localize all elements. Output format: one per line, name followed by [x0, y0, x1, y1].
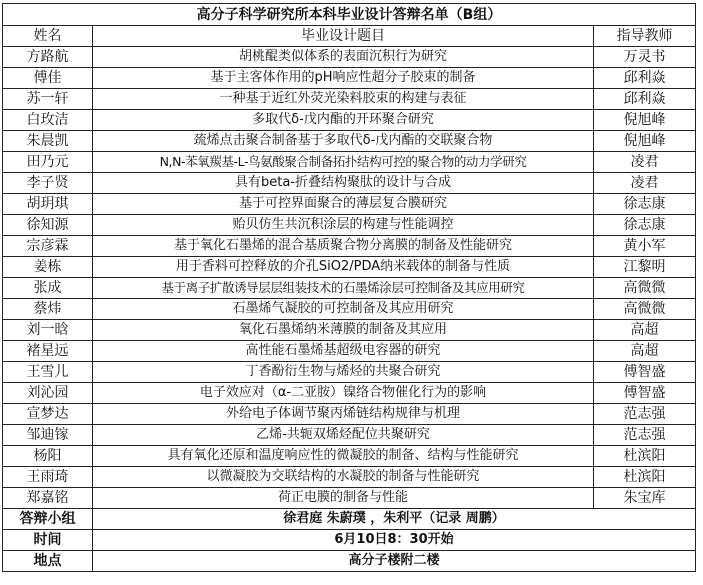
defense-schedule-table — [2, 3, 696, 572]
thesis-topic-cell[interactable]: 巯烯点击聚合制备基于多取代δ-戊内酯的交联聚合物 — [93, 131, 594, 152]
thesis-topic-cell[interactable]: 基于氧化石墨烯的混合基质聚合物分离膜的制备及性能研究 — [93, 236, 594, 257]
thesis-topic-cell[interactable]: 基于离子扩散诱导层层组装技术的石墨烯涂层可控制备及其应用研究 — [93, 278, 594, 299]
student-name-cell[interactable]: 李子贤 — [3, 173, 93, 194]
advisor-cell[interactable]: 高微微 — [594, 278, 696, 299]
table-row — [3, 236, 696, 257]
advisor-cell[interactable]: 邱利焱 — [594, 89, 696, 110]
time-row — [3, 530, 696, 551]
advisor-cell[interactable]: 高超 — [594, 320, 696, 341]
student-name-cell[interactable]: 蔡炜 — [3, 299, 93, 320]
table-row — [3, 341, 696, 362]
student-name-cell[interactable]: 邹迪镓 — [3, 425, 93, 446]
student-name-cell[interactable]: 褚星远 — [3, 341, 93, 362]
table-row — [3, 215, 696, 236]
place-row — [3, 551, 696, 572]
student-name-cell[interactable]: 苏一轩 — [3, 89, 93, 110]
thesis-topic-cell[interactable]: 石墨烯气凝胶的可控制备及其应用研究 — [93, 299, 594, 320]
header-topic[interactable]: 毕业设计题目 — [93, 26, 594, 47]
student-name-cell[interactable]: 刘一晗 — [3, 320, 93, 341]
thesis-topic-cell[interactable]: 氧化石墨烯纳米薄膜的制备及其应用 — [93, 320, 594, 341]
advisor-cell[interactable]: 朱宝库 — [594, 488, 696, 509]
table-row — [3, 89, 696, 110]
table-row — [3, 320, 696, 341]
thesis-topic-cell[interactable]: 多取代δ-戊内酯的开环聚合研究 — [93, 110, 594, 131]
thesis-topic-cell[interactable]: 基于主客体作用的pH响应性超分子胶束的制备 — [93, 68, 594, 89]
student-name-cell[interactable]: 朱晨凯 — [3, 131, 93, 152]
table-row — [3, 446, 696, 467]
header-teacher[interactable]: 指导教师 — [594, 26, 696, 47]
place-value-cell[interactable]: 高分子楼附二楼 — [93, 551, 696, 572]
thesis-topic-cell[interactable]: 以微凝胶为交联结构的水凝胶的制备与性能研究 — [93, 467, 594, 488]
thesis-topic-cell[interactable]: 外给电子体调节聚丙烯链结构规律与机理 — [93, 404, 594, 425]
thesis-topic-cell[interactable]: 高性能石墨烯基超级电容器的研究 — [93, 341, 594, 362]
student-name-cell[interactable]: 方路航 — [3, 47, 93, 68]
header-row — [3, 26, 696, 47]
student-name-cell[interactable]: 张成 — [3, 278, 93, 299]
header-name[interactable]: 姓名 — [3, 26, 93, 47]
time-label-cell[interactable]: 时间 — [3, 530, 93, 551]
thesis-topic-cell[interactable]: 电子效应对（α-二亚胺）镍络合物催化行为的影响 — [93, 383, 594, 404]
student-name-cell[interactable]: 刘沁园 — [3, 383, 93, 404]
thesis-topic-cell[interactable]: 胡桃醌类似体系的表面沉积行为研究 — [93, 47, 594, 68]
advisor-cell[interactable]: 黄小军 — [594, 236, 696, 257]
advisor-cell[interactable]: 徐志康 — [594, 215, 696, 236]
advisor-cell[interactable]: 范志强 — [594, 404, 696, 425]
thesis-topic-cell[interactable]: 具有beta-折叠结构聚肽的设计与合成 — [93, 173, 594, 194]
table-row — [3, 362, 696, 383]
advisor-cell[interactable]: 万灵书 — [594, 47, 696, 68]
table-row — [3, 467, 696, 488]
advisor-cell[interactable]: 高微微 — [594, 299, 696, 320]
thesis-topic-cell[interactable]: 具有氧化还原和温度响应性的微凝胶的制备、结构与性能研究 — [93, 446, 594, 467]
time-value-cell[interactable]: 6月10日8：30开始 — [93, 530, 696, 551]
thesis-topic-cell[interactable]: 乙烯-共轭双烯烃配位共聚研究 — [93, 425, 594, 446]
advisor-cell[interactable]: 徐志康 — [594, 194, 696, 215]
table-row — [3, 194, 696, 215]
student-name-cell[interactable]: 王雪儿 — [3, 362, 93, 383]
table-row — [3, 152, 696, 173]
student-name-cell[interactable]: 姜栋 — [3, 257, 93, 278]
table-row — [3, 383, 696, 404]
table-row — [3, 173, 696, 194]
student-name-cell[interactable]: 宣梦达 — [3, 404, 93, 425]
table-row — [3, 299, 696, 320]
table-row — [3, 68, 696, 89]
title-row — [3, 4, 696, 26]
advisor-cell[interactable]: 倪旭峰 — [594, 131, 696, 152]
advisor-cell[interactable]: 倪旭峰 — [594, 110, 696, 131]
table-row — [3, 257, 696, 278]
student-name-cell[interactable]: 杨阳 — [3, 446, 93, 467]
table-row — [3, 425, 696, 446]
student-name-cell[interactable]: 白玫洁 — [3, 110, 93, 131]
thesis-topic-cell[interactable]: 贻贝仿生共沉积涂层的构建与性能调控 — [93, 215, 594, 236]
advisor-cell[interactable]: 杜滨阳 — [594, 446, 696, 467]
student-name-cell[interactable]: 田乃元 — [3, 152, 93, 173]
panel-value-cell[interactable]: 徐君庭 朱蔚璞 ，朱利平（记录 周鹏） — [93, 509, 696, 530]
student-name-cell[interactable]: 王雨琦 — [3, 467, 93, 488]
student-name-cell[interactable]: 宗彦霖 — [3, 236, 93, 257]
advisor-cell[interactable]: 江黎明 — [594, 257, 696, 278]
advisor-cell[interactable]: 范志强 — [594, 425, 696, 446]
advisor-cell[interactable]: 凌君 — [594, 173, 696, 194]
table-row — [3, 278, 696, 299]
thesis-topic-cell[interactable]: 丁香酚衍生物与烯烃的共聚合研究 — [93, 362, 594, 383]
panel-row — [3, 509, 696, 530]
advisor-cell[interactable]: 杜滨阳 — [594, 467, 696, 488]
thesis-topic-cell[interactable]: N,N-苯氧羰基-L-鸟氨酸聚合制备拓扑结构可控的聚合物的动力学研究 — [93, 152, 594, 173]
table-row — [3, 131, 696, 152]
table-title[interactable]: 高分子科学研究所本科毕业设计答辩名单（B组） — [3, 4, 696, 26]
advisor-cell[interactable]: 凌君 — [594, 152, 696, 173]
thesis-topic-cell[interactable]: 用于香料可控释放的介孔SiO2/PDA纳米载体的制备与性质 — [93, 257, 594, 278]
advisor-cell[interactable]: 邱利焱 — [594, 68, 696, 89]
place-label-cell[interactable]: 地点 — [3, 551, 93, 572]
student-name-cell[interactable]: 郑嘉铭 — [3, 488, 93, 509]
advisor-cell[interactable]: 傅智盛 — [594, 362, 696, 383]
advisor-cell[interactable]: 傅智盛 — [594, 383, 696, 404]
table-row — [3, 404, 696, 425]
advisor-cell[interactable]: 高超 — [594, 341, 696, 362]
student-name-cell[interactable]: 徐知源 — [3, 215, 93, 236]
table-row — [3, 47, 696, 68]
table-row — [3, 110, 696, 131]
student-name-cell[interactable]: 傅佳 — [3, 68, 93, 89]
thesis-topic-cell[interactable]: 一种基于近红外荧光染料胶束的构建与表征 — [93, 89, 594, 110]
student-name-cell[interactable]: 胡玥琪 — [3, 194, 93, 215]
thesis-topic-cell[interactable]: 荷正电膜的制备与性能 — [93, 488, 594, 509]
table-row — [3, 488, 696, 509]
panel-label-cell[interactable]: 答辩小组 — [3, 509, 93, 530]
thesis-topic-cell[interactable]: 基于可控界面聚合的薄层复合膜研究 — [93, 194, 594, 215]
